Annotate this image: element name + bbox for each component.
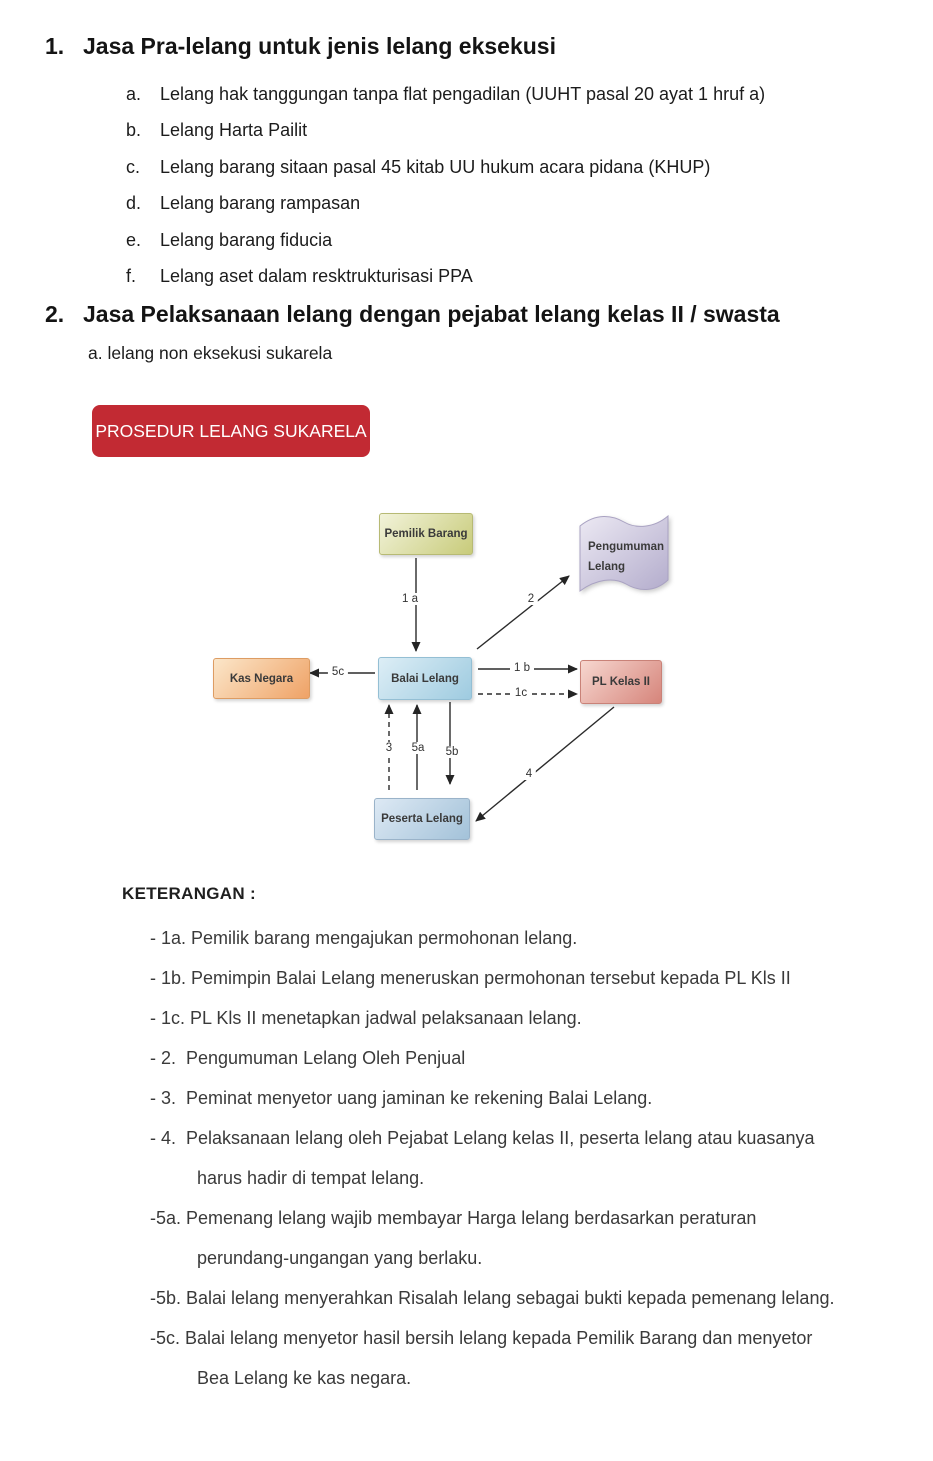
- list-item: [126, 222, 906, 259]
- edge-label-5b: 5b: [442, 746, 463, 758]
- edge-line-2: [477, 576, 569, 649]
- node-label: Balai Lelang: [391, 672, 459, 685]
- keterangan-line: - 3. Peminat menyetor uang jaminan ke rekening Balai Lelang.: [150, 1087, 653, 1108]
- keterangan-line: - 1a. Pemilik barang mengajukan permohonan lelang.: [150, 927, 578, 948]
- section2-heading: [45, 301, 780, 328]
- diagram-node-balai-lelang: [378, 657, 472, 700]
- keterangan-line: perundang-ungangan yang berlaku.: [197, 1247, 483, 1268]
- section1-items: [126, 76, 906, 295]
- item-letter: e.: [126, 229, 142, 250]
- node-label: PL Kelas II: [592, 676, 650, 688]
- list-item: [126, 259, 906, 296]
- keterangan-line: -5c. Balai lelang menyetor hasil bersih lelang kepada Pemilik Barang dan menyetor: [150, 1327, 813, 1348]
- section1-number: 1.: [45, 33, 65, 59]
- prosedur-lelang-sukarela-banner[interactable]: [92, 405, 370, 457]
- list-item: [126, 186, 906, 223]
- edge-label-2: 2: [524, 593, 538, 605]
- keterangan-list: [150, 918, 930, 1398]
- section2-subitem: a. lelang non eksekusi sukarela: [88, 343, 333, 363]
- keterangan-line: - 1c. PL Kls II menetapkan jadwal pelaksanaan lelang.: [150, 1007, 582, 1028]
- diagram-node-pengumuman-lelang: [576, 508, 672, 602]
- keterangan-line: -5a. Pemenang lelang wajib membayar Harga lelang berdasarkan peraturan: [150, 1207, 757, 1228]
- edge-label-3: 3: [382, 742, 396, 754]
- diagram: [0, 480, 933, 875]
- node-label: Kas Negara: [229, 672, 294, 685]
- list-item: [126, 76, 906, 113]
- node-label: Lelang: [588, 561, 626, 573]
- banner-label: PROSEDUR LELANG SUKARELA: [95, 420, 367, 441]
- keterangan-line: - 4. Pelaksanaan lelang oleh Pejabat Lelang kelas II, peserta lelang atau kuasanya: [150, 1127, 815, 1148]
- section1-heading: [45, 33, 556, 60]
- pengumuman-flag-shape: [576, 508, 672, 602]
- item-text: Lelang barang fiducia: [160, 229, 333, 250]
- section2-title: Jasa Pelaksanaan lelang dengan pejabat lelang kelas II / swasta: [83, 301, 780, 327]
- diagram-node-pemilik-barang: [379, 513, 473, 555]
- list-item: [126, 113, 906, 150]
- list-item: [126, 149, 906, 186]
- keterangan-line: - 2. Pengumuman Lelang Oleh Penjual: [150, 1047, 466, 1068]
- edge-label-1b: 1 b: [510, 662, 534, 674]
- node-label: Pengumuman: [588, 541, 665, 553]
- node-label: Peserta Lelang: [381, 813, 463, 825]
- edge-label-4: 4: [522, 768, 536, 780]
- keterangan-line: - 1b. Pemimpin Balai Lelang meneruskan permohonan tersebut kepada PL Kls II: [150, 967, 791, 988]
- edge-label-1c: 1c: [511, 687, 531, 699]
- diagram-node-pl-kelas-ii: [580, 660, 662, 704]
- diagram-node-kas-negara: [213, 658, 310, 699]
- item-letter: b.: [126, 120, 142, 141]
- section2-number: 2.: [45, 301, 65, 327]
- edge-label-1a: 1 a: [398, 593, 422, 605]
- section1-title: Jasa Pra-lelang untuk jenis lelang eksekusi: [83, 33, 556, 59]
- keterangan-line: Bea Lelang ke kas negara.: [197, 1367, 412, 1388]
- diagram-node-peserta-lelang: [374, 798, 470, 840]
- item-letter: a.: [126, 83, 142, 104]
- item-letter: d.: [126, 193, 142, 214]
- item-text: Lelang hak tanggungan tanpa flat pengadilan (UUHT pasal 20 ayat 1 hruf a): [160, 83, 766, 104]
- keterangan-line: harus hadir di tempat lelang.: [197, 1167, 425, 1188]
- keterangan-line: -5b. Balai lelang menyerahkan Risalah lelang sebagai bukti kepada pemenang lelang.: [150, 1287, 835, 1308]
- edge-label-5a: 5a: [408, 742, 429, 754]
- node-label: Pemilik Barang: [384, 528, 468, 540]
- item-text: Lelang barang rampasan: [160, 193, 361, 214]
- item-text: Lelang aset dalam resktrukturisasi PPA: [160, 266, 473, 287]
- edge-line-4: [476, 707, 614, 821]
- keterangan-heading: KETERANGAN :: [122, 884, 256, 903]
- item-letter: c.: [126, 156, 141, 177]
- item-text: Lelang barang sitaan pasal 45 kitab UU hukum acara pidana (KHUP): [160, 156, 711, 177]
- item-letter: f.: [126, 266, 137, 287]
- edge-label-5c: 5c: [328, 666, 348, 678]
- item-text: Lelang Harta Pailit: [160, 120, 308, 141]
